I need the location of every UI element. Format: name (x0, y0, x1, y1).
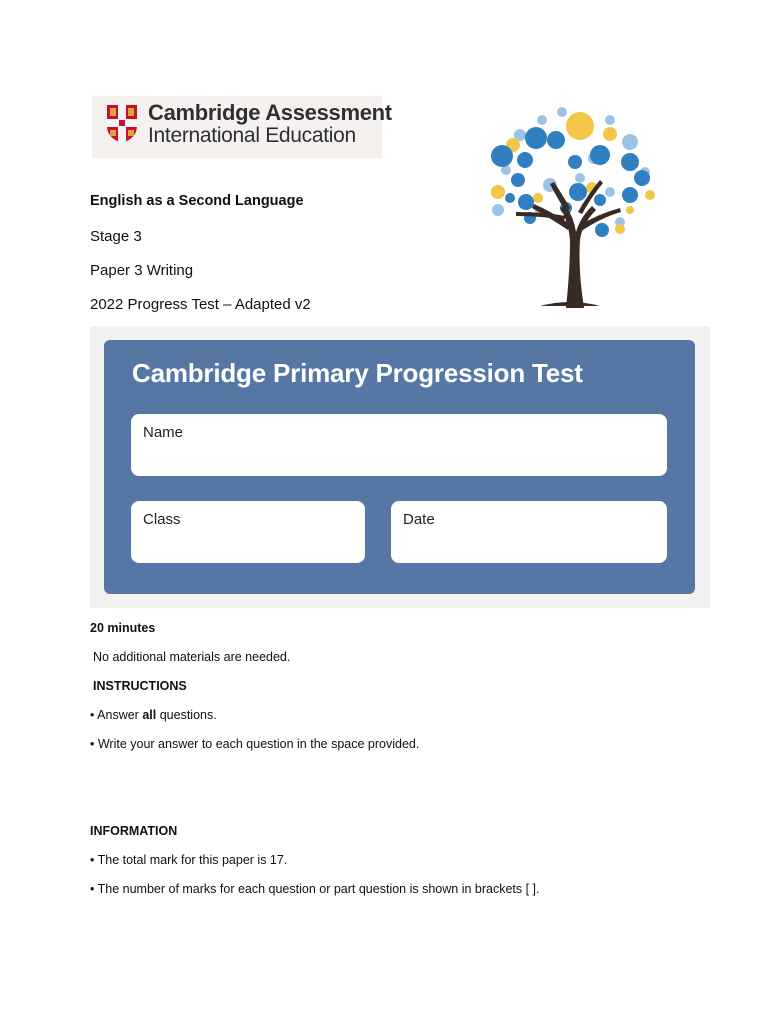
test-label: 2022 Progress Test – Adapted v2 (90, 296, 311, 313)
logo-line-2: International Education (148, 124, 356, 147)
instructions-heading: INSTRUCTIONS (93, 679, 187, 693)
panel-title: Cambridge Primary Progression Test (132, 358, 583, 388)
name-label: Name (143, 424, 184, 441)
stage-label: Stage 3 (90, 228, 142, 245)
cambridge-logo (92, 96, 392, 158)
instruction-1-prefix: • Answer (90, 708, 143, 722)
information-item-1: • The total mark for this paper is 17. (90, 853, 288, 867)
logo-line-1: Cambridge Assessment (148, 100, 392, 125)
name-field[interactable] (131, 414, 667, 476)
instruction-1-emphasis: all (142, 708, 157, 722)
progression-test-panel (104, 340, 695, 594)
instruction-item-2: • Write your answer to each question in the space provided. (90, 737, 420, 751)
tree-illustration (480, 100, 660, 310)
paper-label: Paper 3 Writing (90, 262, 194, 279)
shield-icon (106, 104, 138, 144)
instruction-1-suffix: questions. (156, 708, 217, 722)
instruction-item-1 (90, 708, 217, 722)
information-heading: INFORMATION (90, 824, 178, 838)
class-field[interactable] (131, 501, 365, 563)
class-label: Class (143, 511, 181, 528)
date-field[interactable] (391, 501, 667, 563)
date-label: Date (403, 511, 435, 528)
subject-title: English as a Second Language (90, 193, 304, 209)
information-item-2: • The number of marks for each question or part question is shown in brackets [ ]. (90, 882, 540, 896)
materials-text: No additional materials are needed. (93, 650, 291, 664)
duration-text: 20 minutes (90, 621, 156, 635)
